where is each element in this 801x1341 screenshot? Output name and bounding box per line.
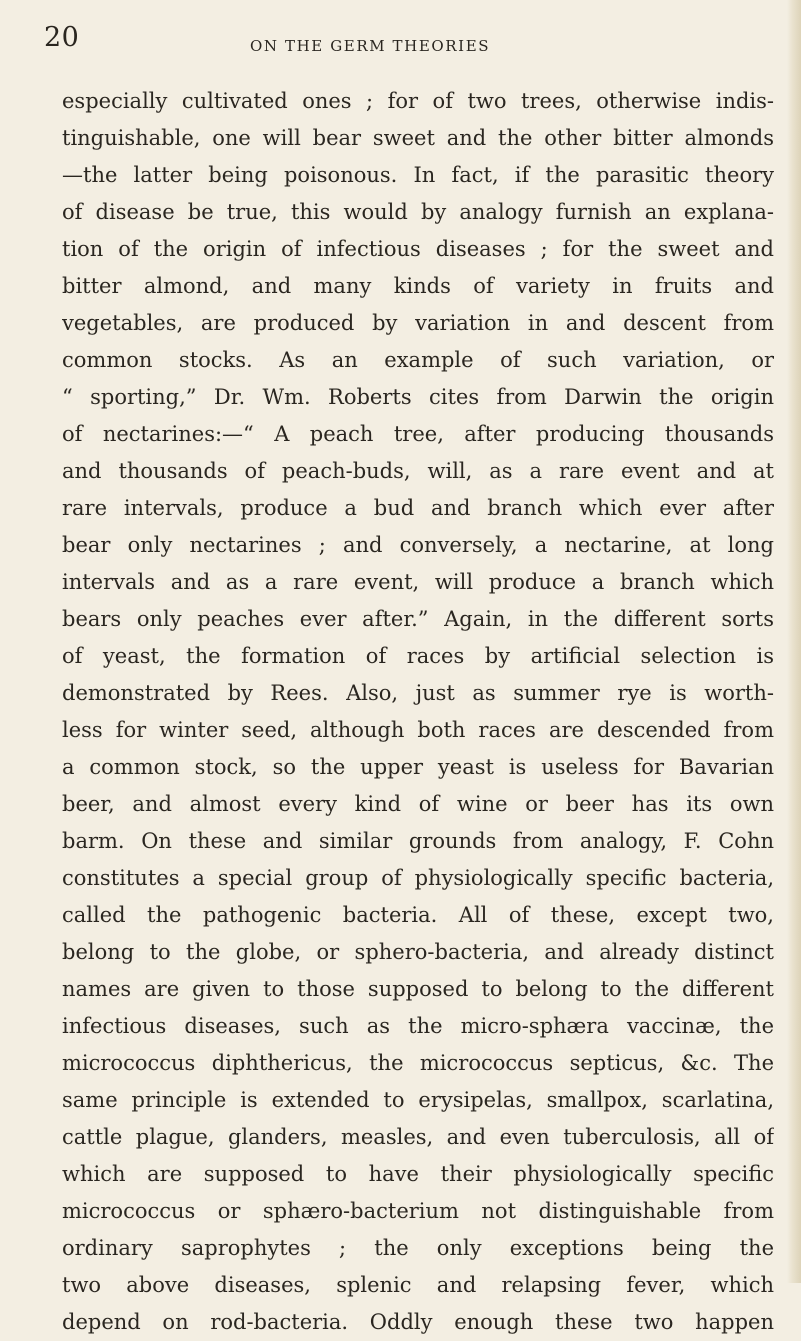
body-text (62, 83, 774, 1341)
text-line: bear only nectarines ; and conversely, a nectarine, at long (62, 533, 774, 557)
text-line: constitutes a special group of physiologically specific bacteria, (62, 866, 774, 890)
text-line: which are supposed to have their physiologically specific (62, 1162, 774, 1186)
text-line: bears only peaches ever after.” Again, in the different sorts (62, 607, 774, 631)
text-line: called the pathogenic bacteria. All of these, except two, (62, 903, 774, 927)
text-line: tinguishable, one will bear sweet and the other bitter almonds (62, 126, 774, 150)
text-line: belong to the globe, or sphero-bacteria, and already distinct (62, 940, 774, 964)
text-line: —the latter being poisonous. In fact, if the parasitic theory (62, 163, 774, 187)
text-line: less for winter seed, although both races are descended from (62, 718, 774, 742)
text-line: rare intervals, produce a bud and branch which ever after (62, 496, 774, 520)
text-line: vegetables, are produced by variation in and descent from (62, 311, 774, 335)
text-line: and thousands of peach-buds, will, as a rare event and at (62, 459, 774, 483)
text-line: cattle plague, glanders, measles, and even tuberculosis, all of (62, 1125, 774, 1149)
text-line: especially cultivated ones ; for of two trees, otherwise indis- (62, 89, 774, 113)
text-line: micrococcus diphthericus, the micrococcus septicus, &c. The (62, 1051, 774, 1075)
text-line: intervals and as a rare event, will produce a branch which (62, 570, 774, 594)
text-line: depend on rod-bacteria. Oddly enough these two happen (62, 1310, 774, 1334)
text-line: names are given to those supposed to belong to the different (62, 977, 774, 1001)
text-line: same principle is extended to erysipelas, smallpox, scarlatina, (62, 1088, 774, 1112)
text-line: micrococcus or sphæro-bacterium not distinguishable from (62, 1199, 774, 1223)
text-line: of nectarines:—“ A peach tree, after producing thousands (62, 422, 774, 446)
text-line: two above diseases, splenic and relapsing fever, which (62, 1273, 774, 1297)
page-edge-shadow (787, 0, 801, 1283)
text-line: ordinary saprophytes ; the only exceptions being the (62, 1236, 774, 1260)
text-line: barm. On these and similar grounds from analogy, F. Cohn (62, 829, 774, 853)
page-number: 20 (44, 22, 80, 53)
text-line: tion of the origin of infectious diseases ; for the sweet and (62, 237, 774, 261)
text-line: of yeast, the formation of races by artificial selection is (62, 644, 774, 668)
text-line: common stocks. As an example of such variation, or (62, 348, 774, 372)
text-line: bitter almond, and many kinds of variety in fruits and (62, 274, 774, 298)
text-line: of disease be true, this would by analogy furnish an explana- (62, 200, 774, 224)
text-line: beer, and almost every kind of wine or beer has its own (62, 792, 774, 816)
text-line: a common stock, so the upper yeast is useless for Bavarian (62, 755, 774, 779)
text-line: demonstrated by Rees. Also, just as summer rye is worth- (62, 681, 774, 705)
text-line: “ sporting,” Dr. Wm. Roberts cites from Darwin the origin (62, 385, 774, 409)
text-line: infectious diseases, such as the micro-sphæra vaccinæ, the (62, 1014, 774, 1038)
running-title: ON THE GERM THEORIES (250, 37, 491, 55)
